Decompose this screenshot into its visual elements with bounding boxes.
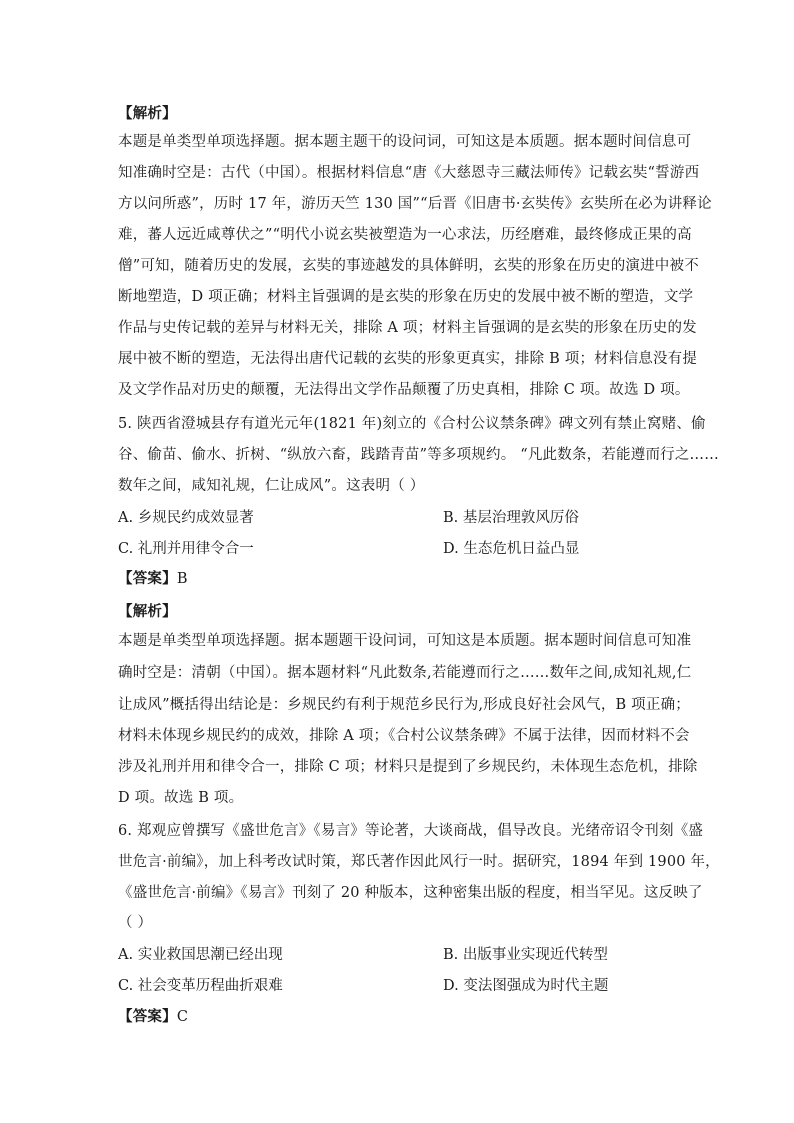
analysis-line: 僧”可知，随着历史的发展，玄奘的事迹越发的具体鲜明，玄奘的形象在历史的演进中被不 <box>118 258 699 274</box>
question-5-stem: 5. 陕西省澄城县存有道光元年(1821 年)刻立的《合村公议禁条碑》碑文列有禁止窝赌、偷 <box>118 416 706 432</box>
question-6-stem: 世危言·前编》，加上科考改试时策，郑氏著作因此风行一时。据研究，1894 年到 1900 年， <box>118 854 720 870</box>
question-6-stem: 《盛世危言·前编》《易言》刊刻了 20 种版本，这种密集出版的程度，相当罕见。这反映了 <box>118 885 703 901</box>
analysis-line: 本题是单类型单项选择题。据本题题干设问词，可知这是本质题。据本题时间信息可知准 <box>118 633 692 649</box>
answer-value: C <box>176 1009 189 1025</box>
question-6-option-c: C. 社会变革历程曲折艰难 <box>118 978 283 994</box>
analysis-line: 展中被不断的塑造，无法得出唐代记载的玄奘的形象更真实，排除 B 项；材料信息没有提 <box>118 351 698 367</box>
question-5-option-b: B. 基层治理敦风厉俗 <box>443 510 579 526</box>
question-6-stem: （ ） <box>118 915 153 931</box>
analysis-heading: 【解析】 <box>118 105 177 122</box>
analysis-line: D 项。故选 B 项。 <box>118 790 244 806</box>
analysis-line: 难，蕃人远近咸尊伏之”“明代小说玄奘被塑造为一心求法，历经磨难，最终修成正果的高 <box>118 227 692 243</box>
question-6-option-a: A. 实业救国思潮已经出现 <box>118 947 283 963</box>
analysis-line: 断地塑造，D 项正确；材料主旨强调的是玄奘的形象在历史的发展中被不断的塑造，文学 <box>118 289 694 305</box>
question-5-stem: 谷、偷苗、偷水、折树、“纵放六畜，践踏青苗”等多项规约。 “凡此数条，若能遵而行之…… <box>118 447 719 463</box>
answer-value: B <box>176 571 188 587</box>
analysis-line: 确时空是：清朝（中国）。据本题材料“凡此数条,若能遵而行之……数年之间,成知礼规,仁 <box>118 665 692 681</box>
question-5-option-a: A. 乡规民约成效显著 <box>118 510 254 526</box>
analysis-line: 作品与史传记载的差异与材料无关，排除 A 项；材料主旨强调的是玄奘的形象在历史的发 <box>118 320 697 336</box>
analysis-line: 方以问所惑”，历时 17 年，游历天竺 130 国”“后晋《旧唐书·玄奘传》玄奘所在必为讲释论 <box>118 196 712 212</box>
question-6-stem: 6. 郑观应曾撰写《盛世危言》《易言》等论著，大谈商战，倡导改良。光绪帝诏令刊刻《盛 <box>118 823 704 839</box>
analysis-line: 及文学作品对历史的颠覆，无法得出文学作品颠覆了历史真相，排除 C 项。故选 D 项。 <box>118 382 690 398</box>
analysis-line: 涉及礼刑并用和律令合一，排除 C 项；材料只是提到了乡规民约，未体现生态危机，排除 <box>118 759 698 775</box>
answer-label: 【答案】 <box>118 1008 177 1025</box>
analysis-line: 本题是单类型单项选择题。据本题主题干的设问词，可知这是本质题。据本题时间信息可 <box>118 134 692 150</box>
question-6-option-b: B. 出版事业实现近代转型 <box>443 947 608 963</box>
question-5-option-c: C. 礼刑并用律令合一 <box>118 541 254 557</box>
question-5-answer <box>118 569 188 589</box>
question-6-answer <box>118 1007 188 1027</box>
answer-label: 【答案】 <box>118 570 177 587</box>
question-6-option-d: D. 变法图强成为时代主题 <box>443 978 609 994</box>
question-5-analysis-heading: 【解析】 <box>118 603 177 620</box>
question-5-stem: 数年之间，咸知礼规，仁让成风”。这表明（ ） <box>118 478 425 494</box>
analysis-line: 知准确时空是：古代（中国）。根据材料信息“唐《大慈恩寺三藏法师传》记载玄奘“誓游西 <box>118 165 700 181</box>
analysis-line: 材料未体现乡规民约的成效，排除 A 项；《合村公议禁条碑》不属于法律，因而材料不会 <box>118 728 690 744</box>
analysis-line: 让成风”概括得出结论是：乡规民约有利于规范乡民行为,形成良好社会风气，B 项正确； <box>118 697 690 713</box>
question-5-option-d: D. 生态危机日益凸显 <box>443 541 580 557</box>
